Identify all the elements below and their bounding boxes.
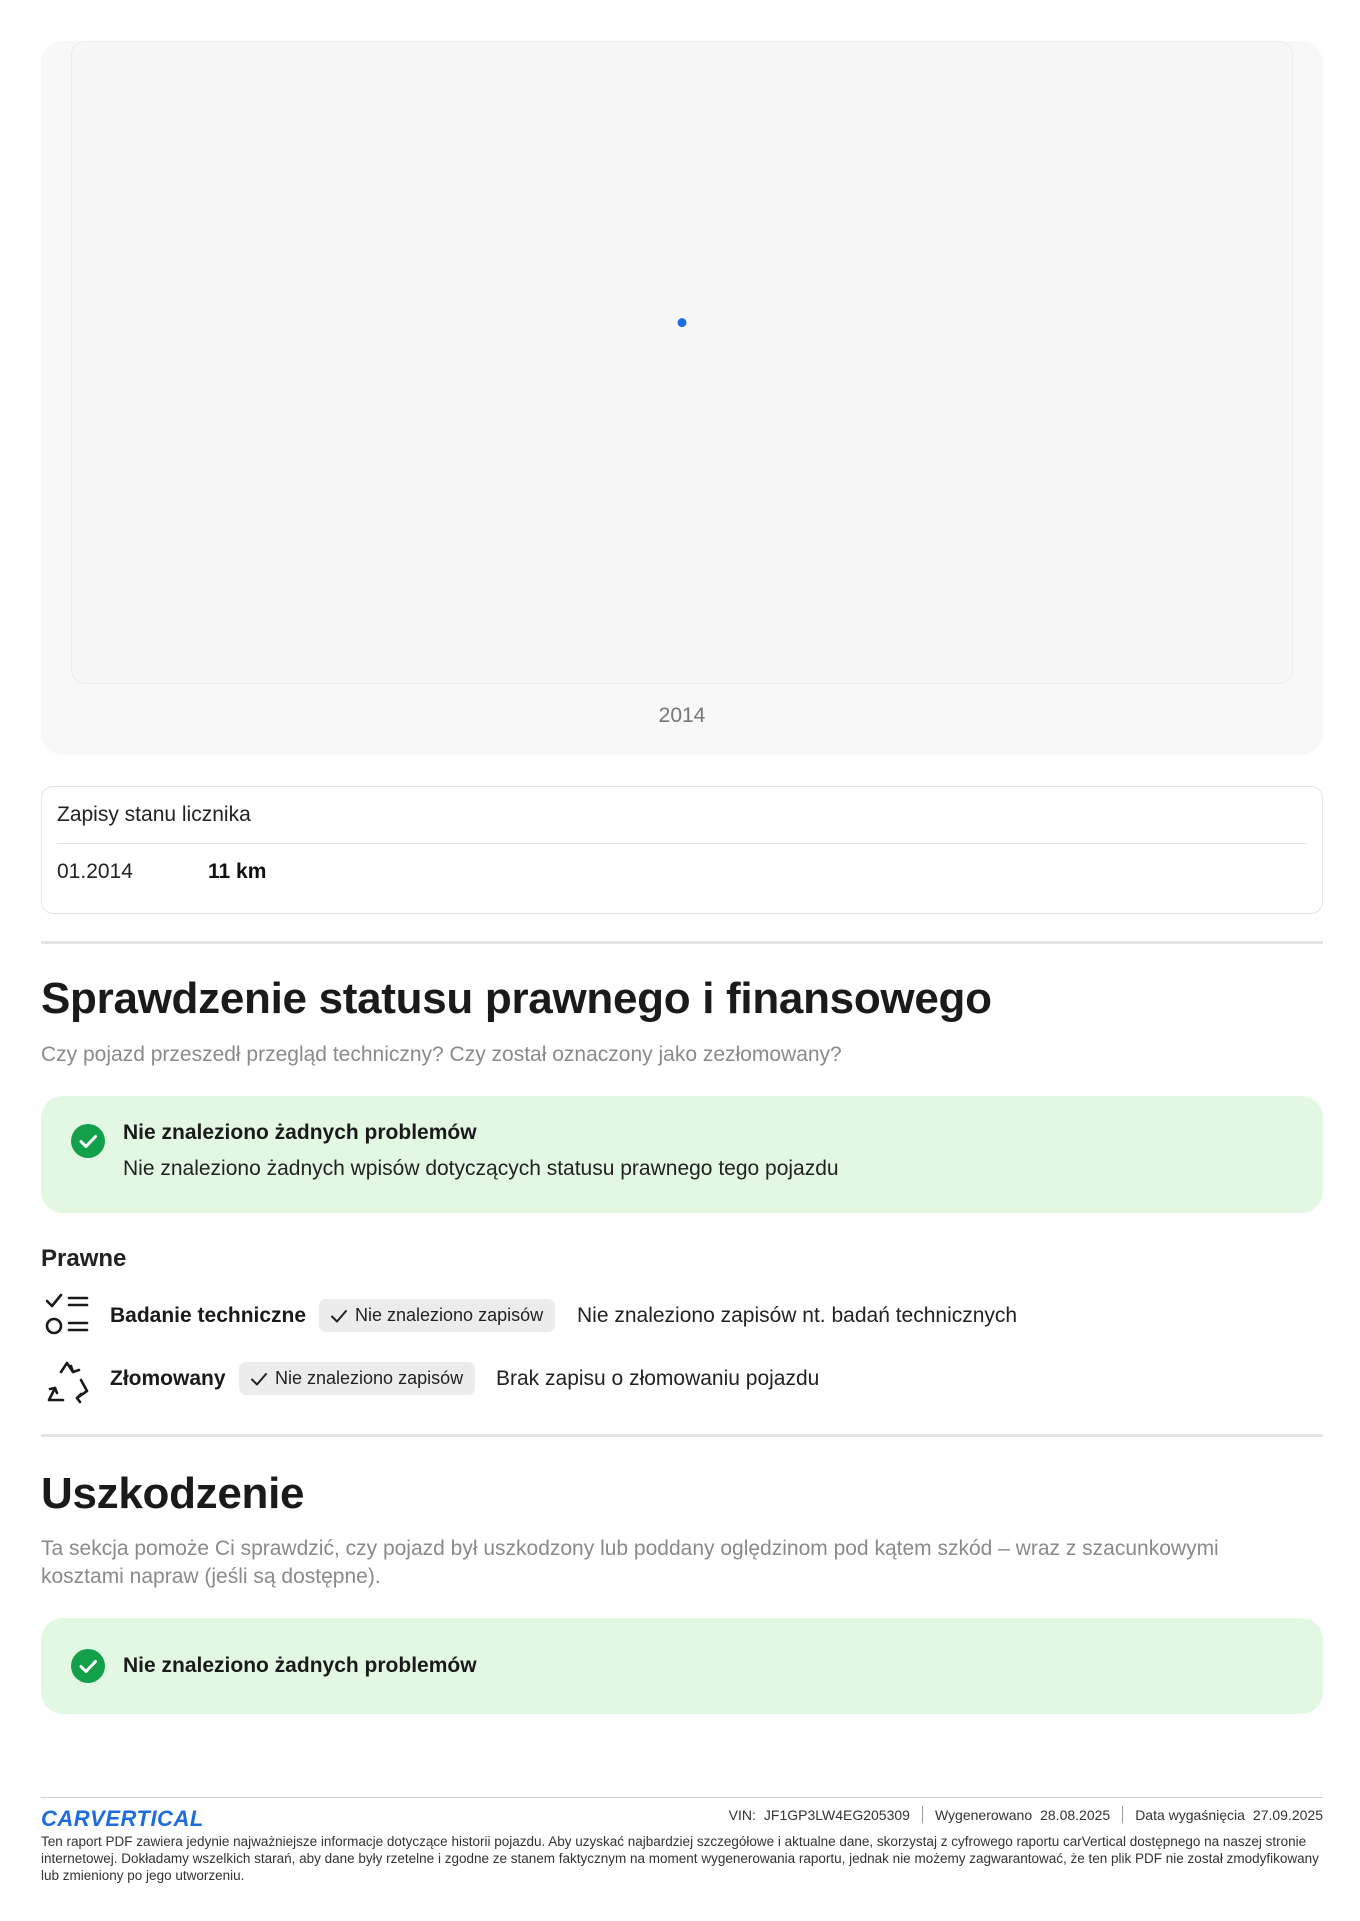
generated-label: Wygenerowano — [934, 1806, 1033, 1823]
expiry-label: Data wygaśnięcia — [1135, 1806, 1245, 1823]
footer-disclaimer: Ten raport PDF zawiera jedynie najważniejsze informacje dotyczące historii pojazdu. Aby uzyskać najbardziej szczegółowe i aktualne dane, skorzystaj z cyfrowego raportu carVertical dostępnego na naszej stronie internetowej. Dokładamy wszelkich starań, aby dane były rzetelne i zgodne ze stanem faktycznym na moment wygenerowania raportu, jednak nie możemy zagwarantować, że ten plik PDF nie został zmodyfikowany lub zmieniony po jego utworzeniu. — [41, 1834, 1319, 1883]
mileage-chart — [41, 41, 1323, 755]
inspection-description: Nie znaleziono zapisów nt. badań technicznych — [577, 1304, 1018, 1327]
inspection-status-badge — [319, 1299, 555, 1332]
checklist-icon — [43, 1291, 91, 1339]
divider — [57, 843, 1307, 844]
chart-plot-area — [71, 41, 1293, 684]
check-icon — [329, 1306, 349, 1326]
scrapped-status-badge — [239, 1362, 475, 1395]
odometer-records-title: Zapisy stanu licznika — [57, 803, 251, 826]
legal-status-box — [41, 1096, 1323, 1213]
legal-group-label: Prawne — [41, 1245, 127, 1272]
footer-meta — [717, 1806, 1323, 1823]
odometer-record-value: 11 km — [208, 860, 267, 883]
generated-info — [923, 1807, 1122, 1823]
chart-x-tick-label: 2014 — [658, 704, 706, 727]
damage-status-box — [41, 1618, 1323, 1714]
vin-label: VIN: — [728, 1806, 756, 1823]
expiry-info — [1123, 1807, 1323, 1823]
scrapped-status-text: Nie znaleziono zapisów — [275, 1368, 464, 1388]
carvertical-logo: CARVERTICAL — [41, 1806, 204, 1831]
inspection-label: Badanie techniczne — [110, 1304, 307, 1327]
section-divider — [41, 941, 1323, 944]
recycle-icon — [43, 1358, 91, 1406]
damage-section-heading: Uszkodzenie — [41, 1469, 305, 1518]
damage-section-subtitle: Ta sekcja pomoże Ci sprawdzić, czy pojazd był uszkodzony lub poddany oględzinom pod kątem szkód – wraz z szacunkowymi kosztami napraw (jeśli są dostępne). — [41, 1537, 1219, 1588]
chart-svg — [72, 42, 1292, 683]
footer-divider — [41, 1797, 1323, 1798]
chart-data-point[interactable] — [678, 318, 687, 327]
vin-info — [717, 1807, 922, 1823]
check-circle-icon — [71, 1124, 105, 1158]
section-divider — [41, 1434, 1323, 1437]
legal-status-description: Nie znaleziono żadnych wpisów dotyczących statusu prawnego tego pojazdu — [123, 1157, 839, 1180]
scrapped-description: Brak zapisu o złomowaniu pojazdu — [496, 1367, 820, 1390]
check-circle-icon — [71, 1649, 105, 1683]
legal-status-title: Nie znaleziono żadnych problemów — [123, 1121, 477, 1144]
odometer-records-card — [41, 786, 1323, 914]
legal-section-subtitle: Czy pojazd przeszedł przegląd techniczny? Czy został oznaczony jako zezłomowany? — [41, 1043, 842, 1066]
vin-value: JF1GP3LW4EG205309 — [763, 1806, 910, 1823]
scrapped-label: Złomowany — [110, 1367, 226, 1390]
expiry-value: 27.09.2025 — [1252, 1806, 1323, 1823]
odometer-record-date: 01.2014 — [57, 860, 133, 883]
legal-section-heading: Sprawdzenie statusu prawnego i finansowego — [41, 974, 992, 1023]
inspection-status-text: Nie znaleziono zapisów — [355, 1305, 544, 1325]
check-icon — [249, 1369, 269, 1389]
damage-status-title: Nie znaleziono żadnych problemów — [123, 1654, 477, 1677]
generated-value: 28.08.2025 — [1040, 1806, 1111, 1823]
